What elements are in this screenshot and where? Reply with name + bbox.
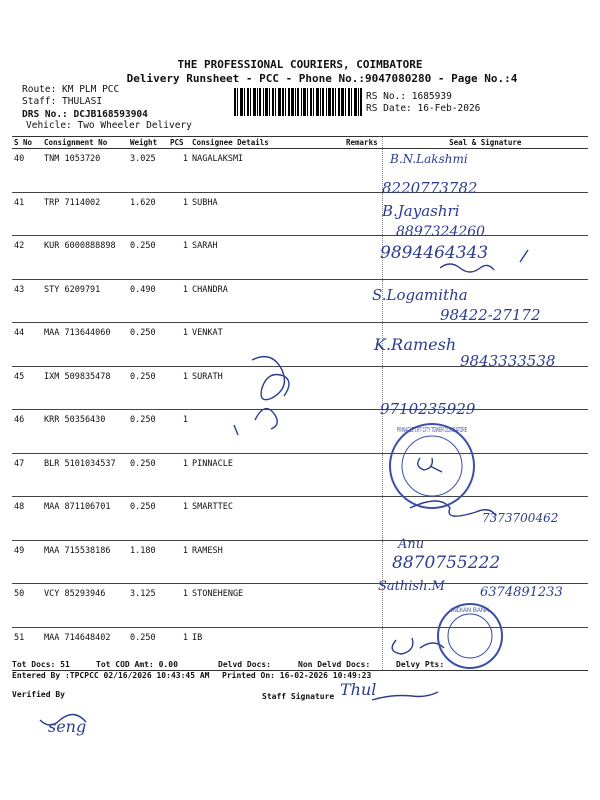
cell-seal-signature (382, 497, 588, 541)
cell-pcs: 1 (168, 366, 190, 410)
signature-r40-name: B.N.Lakshmi (390, 152, 468, 166)
cell-weight: 0.490 (128, 279, 168, 323)
bank-stamp-text: INDIAN BANK (450, 608, 490, 614)
cell-consignment: TNM 1053720 (42, 149, 128, 193)
cell-consignment: BLR 5101034537 (42, 453, 128, 497)
entered-by: Entered By :TPCPCC 02/16/2026 10:43:45 AM (12, 671, 210, 680)
col-seal-signature: Seal & Signature (382, 137, 588, 149)
drs-label: DRS No.: (22, 109, 68, 120)
cell-weight: 0.250 (128, 453, 168, 497)
cell-remarks (344, 192, 382, 236)
non-delivered-docs: Non Delvd Docs: (298, 660, 371, 669)
cell-seal-signature (382, 584, 588, 628)
cell-seal-signature (382, 279, 588, 323)
staff-signature-scribble (372, 692, 438, 700)
rs-date: RS Date: 16-Feb-2026 (366, 103, 481, 114)
col-pcs: PCS (168, 137, 190, 149)
table-row (12, 279, 588, 323)
cell-consignment: MAA 871106701 (42, 497, 128, 541)
company-title: THE PROFESSIONAL COURIERS, COIMBATORE (177, 58, 423, 71)
cell-consignee: SURATH (190, 366, 344, 410)
cell-consignee: SMARTTEC (190, 497, 344, 541)
cell-remarks (344, 236, 382, 280)
col-sno: S No (12, 137, 42, 149)
cell-sno: 44 (12, 323, 42, 367)
cell-weight: 0.250 (128, 627, 168, 671)
cell-remarks (344, 540, 382, 584)
table-row (12, 540, 588, 584)
cell-seal-signature (382, 540, 588, 584)
col-weight: Weight (128, 137, 168, 149)
cell-consignment: KUR 6000888898 (42, 236, 128, 280)
cell-seal-signature (382, 366, 588, 410)
cell-weight: 1.620 (128, 192, 168, 236)
cell-weight: 0.250 (128, 410, 168, 454)
cell-sno: 40 (12, 149, 42, 193)
cell-pcs: 1 (168, 497, 190, 541)
cell-consignee: IB (190, 627, 344, 671)
cell-pcs: 1 (168, 453, 190, 497)
cell-pcs: 1 (168, 192, 190, 236)
signature-r44-name: K.Ramesh (374, 335, 457, 354)
cell-consignment: TRP 7114002 (42, 192, 128, 236)
signature-r49-name: Anu (398, 537, 425, 552)
signature-r41-phone: 8897324260 (396, 224, 486, 240)
pinnacle-stamp-text: PINNACLE LIFT CITY TOWER COIMBATORE (397, 427, 468, 434)
cell-remarks (344, 453, 382, 497)
col-consignee: Consignee Details (190, 137, 344, 149)
printed-on: Printed On: 16-02-2026 10:49:23 (222, 671, 372, 680)
cell-pcs: 1 (168, 149, 190, 193)
cell-sno: 41 (12, 192, 42, 236)
cell-remarks (344, 366, 382, 410)
cell-consignment: STY 6209791 (42, 279, 128, 323)
cell-weight: 0.250 (128, 236, 168, 280)
delivery-table (12, 136, 588, 671)
signature-r48-phone: 7373700462 (482, 511, 559, 525)
cell-weight: 3.025 (128, 149, 168, 193)
barcode-icon (234, 88, 362, 116)
cell-consignment: VCY 85293946 (42, 584, 128, 628)
table-row (12, 497, 588, 541)
cell-consignee: STONEHENGE (190, 584, 344, 628)
table-header-row (12, 137, 588, 149)
cell-sno: 50 (12, 584, 42, 628)
signature-r50-name: Sathish.M (378, 579, 445, 594)
cell-consignment: IXM 509835478 (42, 366, 128, 410)
cell-consignee: SUBHA (190, 192, 344, 236)
verified-by-label: Verified By (12, 690, 65, 699)
col-remarks: Remarks (344, 137, 382, 149)
cell-seal-signature (382, 149, 588, 193)
delivery-points: Delvy Pts: (396, 660, 445, 669)
signature-r50-phone: 6374891233 (480, 585, 563, 600)
cell-remarks (344, 410, 382, 454)
cell-consignment: MAA 713644060 (42, 323, 128, 367)
cell-remarks (344, 149, 382, 193)
delivered-docs: Delvd Docs: (218, 660, 271, 669)
staff-label: Staff: THULASI (22, 96, 103, 107)
signature-r43-name: S.Logamitha (372, 286, 468, 304)
table-row (12, 410, 588, 454)
table-row (12, 149, 588, 193)
runsheet-subtitle: Delivery Runsheet - PCC - Phone No.:9047080280 - Page No.:4 (126, 72, 518, 85)
signature-r43-phone: 98422-27172 (440, 306, 541, 324)
signature-r44-phone: 9843333538 (460, 352, 556, 370)
drs-number (22, 109, 148, 120)
cell-sno: 43 (12, 279, 42, 323)
rs-number: RS No.: 1685939 (366, 91, 452, 102)
cell-consignee: VENKAT (190, 323, 344, 367)
cell-weight: 0.250 (128, 323, 168, 367)
cell-seal-signature (382, 323, 588, 367)
cell-weight: 0.250 (128, 366, 168, 410)
signature-r41-name: B.Jayashri (382, 202, 460, 220)
cell-weight: 3.125 (128, 584, 168, 628)
cell-consignee: RAMESH (190, 540, 344, 584)
cell-consignee: NAGALAKSMI (190, 149, 344, 193)
cell-remarks (344, 497, 382, 541)
cell-pcs: 1 (168, 584, 190, 628)
cell-sno: 49 (12, 540, 42, 584)
cell-weight: 0.250 (128, 497, 168, 541)
cell-consignee (190, 410, 344, 454)
verified-by-signature: seng (48, 717, 87, 736)
cell-seal-signature (382, 192, 588, 236)
signature-r46-phone: 9710235929 (380, 400, 476, 418)
cell-seal-signature (382, 236, 588, 280)
cell-remarks (344, 279, 382, 323)
table-row (12, 323, 588, 367)
signature-r40-phone: 8220773782 (382, 179, 478, 197)
cell-pcs: 1 (168, 410, 190, 454)
cell-consignment: KRR 50356430 (42, 410, 128, 454)
drs-value: DCJB168593904 (73, 109, 148, 120)
vehicle-label: Vehicle: Two Wheeler Delivery (26, 120, 192, 131)
cell-pcs: 1 (168, 627, 190, 671)
cell-pcs: 1 (168, 279, 190, 323)
route-label: Route: KM PLM PCC (22, 84, 120, 95)
signature-r49-phone: 8870755222 (392, 553, 501, 573)
cell-sno: 48 (12, 497, 42, 541)
total-docs: Tot Docs: 51 (12, 660, 70, 669)
cell-consignee: PINNACLE (190, 453, 344, 497)
total-cod-amount: Tot COD Amt: 0.00 (96, 660, 178, 669)
cell-consignment: MAA 714648402 (42, 627, 128, 671)
cell-weight: 1.180 (128, 540, 168, 584)
cell-remarks (344, 323, 382, 367)
cell-sno: 42 (12, 236, 42, 280)
cell-remarks (344, 584, 382, 628)
cell-sno: 51 (12, 627, 42, 671)
cell-pcs: 1 (168, 540, 190, 584)
col-consignment: Consignment No (42, 137, 128, 149)
cell-sno: 46 (12, 410, 42, 454)
cell-sno: 45 (12, 366, 42, 410)
cell-consignee: CHANDRA (190, 279, 344, 323)
staff-signature-mark: Thul (340, 680, 377, 699)
cell-consignee: SARAH (190, 236, 344, 280)
table-row (12, 584, 588, 628)
table-row (12, 453, 588, 497)
signature-r42-phone: 9894464343 (380, 243, 489, 263)
cell-pcs: 1 (168, 236, 190, 280)
cell-sno: 47 (12, 453, 42, 497)
table-row (12, 236, 588, 280)
staff-signature-label: Staff Signature (262, 692, 335, 701)
cell-seal-signature (382, 453, 588, 497)
cell-consignment: MAA 715538186 (42, 540, 128, 584)
verified-scribble (40, 714, 86, 725)
table-row (12, 366, 588, 410)
table-row (12, 192, 588, 236)
cell-pcs: 1 (168, 323, 190, 367)
cell-seal-signature (382, 410, 588, 454)
